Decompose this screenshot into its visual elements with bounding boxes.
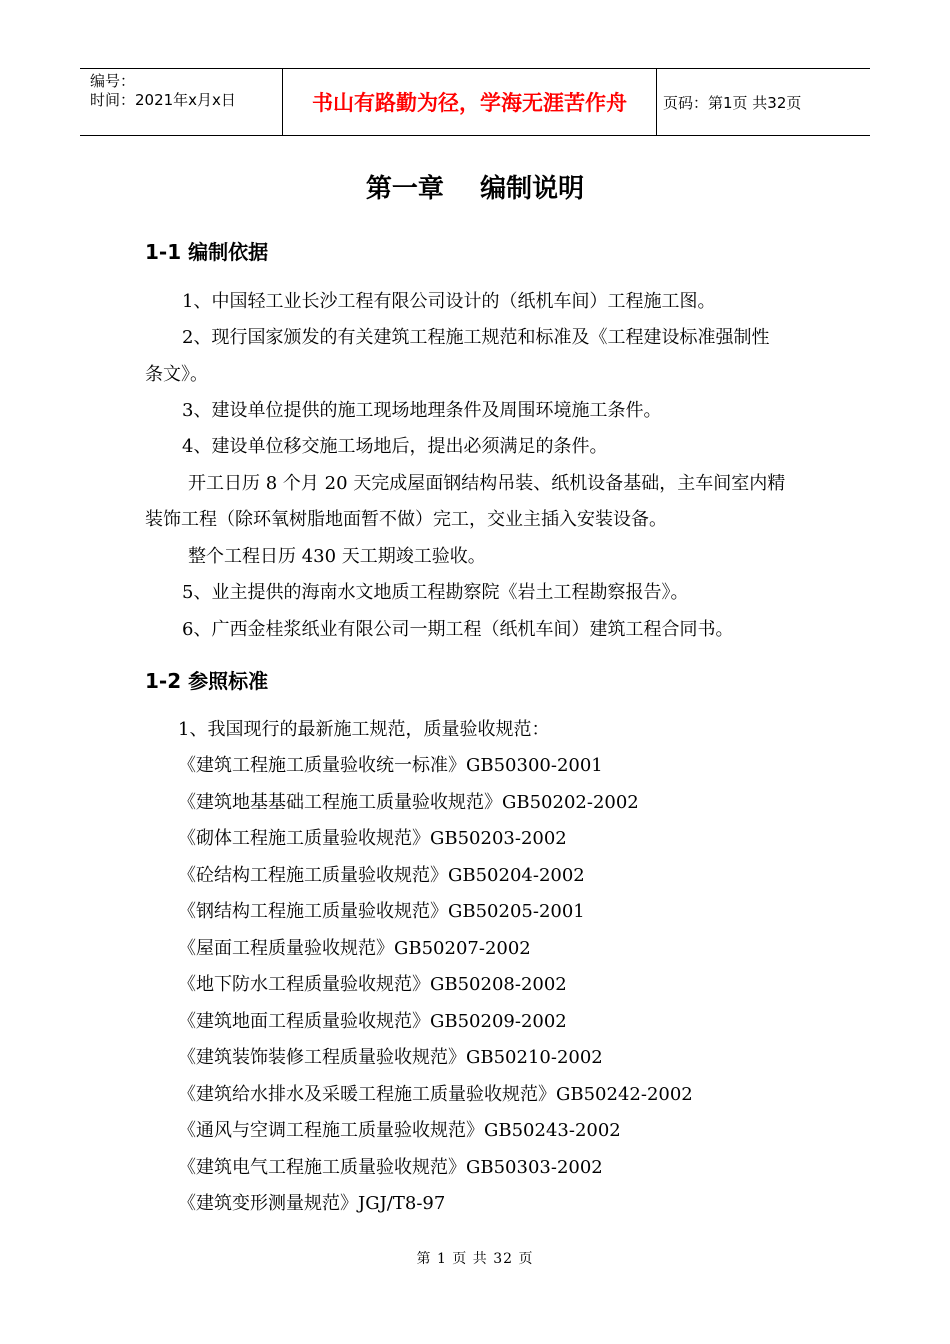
standard-item: 《通风与空调工程施工质量验收规范》GB50243-2002 xyxy=(178,1120,621,1141)
standard-item: 《钢结构工程施工质量验收规范》GB50205-2001 xyxy=(178,901,585,922)
standard-item: 《砌体工程施工质量验收规范》GB50203-2002 xyxy=(178,828,567,849)
standard-item: 《建筑地基基础工程施工质量验收规范》GB50202-2002 xyxy=(178,792,639,813)
section-title-standards: 1-2 参照标准 xyxy=(145,669,269,693)
standard-item: 《建筑装饰装修工程质量验收规范》GB50210-2002 xyxy=(178,1047,603,1068)
basis-item-2: 2、现行国家颁发的有关建筑工程施工规范和标准及《工程建设标准强制性 xyxy=(182,327,770,348)
basis-item-2-cont: 条文》。 xyxy=(145,364,208,385)
chapter-title: 第一章 编制说明 xyxy=(365,174,585,204)
standard-item: 《建筑地面工程质量验收规范》GB50209-2002 xyxy=(178,1011,567,1032)
schedule-line-2: 装饰工程（除环氧树脂地面暂不做）完工，交业主插入安装设备。 xyxy=(145,509,667,530)
schedule-line-1: 开工日历 8 个月 20 天完成屋面钢结构吊装、纸机设备基础，主车间室内精 xyxy=(188,473,786,494)
standard-item: 《建筑变形测量规范》JGJ/T8-97 xyxy=(178,1193,446,1214)
standard-item: 《砼结构工程施工质量验收规范》GB50204-2002 xyxy=(178,865,585,886)
header-page-info: 页码：第1页 共32页 xyxy=(663,93,802,112)
schedule-line-3: 整个工程日历 430 天工期竣工验收。 xyxy=(188,546,486,567)
header-motto: 书山有路勤为径，学海无涯苦作舟 xyxy=(282,69,657,135)
standard-item: 《地下防水工程质量验收规范》GB50208-2002 xyxy=(178,974,567,995)
standards-intro: 1、我国现行的最新施工规范，质量验收规范： xyxy=(178,719,550,740)
standard-item: 《建筑电气工程施工质量验收规范》GB50303-2002 xyxy=(178,1157,603,1178)
document-date: 时间：2021年x月x日 xyxy=(90,91,236,109)
basis-item-6: 6、广西金桂浆纸业有限公司一期工程（纸机车间）建筑工程合同书。 xyxy=(182,619,734,640)
page-header xyxy=(80,68,870,136)
basis-item-4: 4、建设单位移交施工场地后，提出必须满足的条件。 xyxy=(182,436,608,457)
header-meta xyxy=(80,69,282,135)
standard-item: 《屋面工程质量验收规范》GB50207-2002 xyxy=(178,938,531,959)
standard-item: 《建筑给水排水及采暖工程施工质量验收规范》GB50242-2002 xyxy=(178,1084,693,1105)
standard-item: 《建筑工程施工质量验收统一标准》GB50300-2001 xyxy=(178,755,603,776)
page-footer: 第 1 页 共 32 页 xyxy=(416,1251,534,1267)
basis-item-5: 5、业主提供的海南水文地质工程勘察院《岩土工程勘察报告》。 xyxy=(182,582,689,603)
basis-item-3: 3、建设单位提供的施工现场地理条件及周围环境施工条件。 xyxy=(182,400,662,421)
document-number-label: 编号： xyxy=(90,72,136,90)
basis-item-1: 1、中国轻工业长沙工程有限公司设计的（纸机车间）工程施工图。 xyxy=(182,291,716,312)
section-title-basis: 1-1 编制依据 xyxy=(145,240,269,264)
